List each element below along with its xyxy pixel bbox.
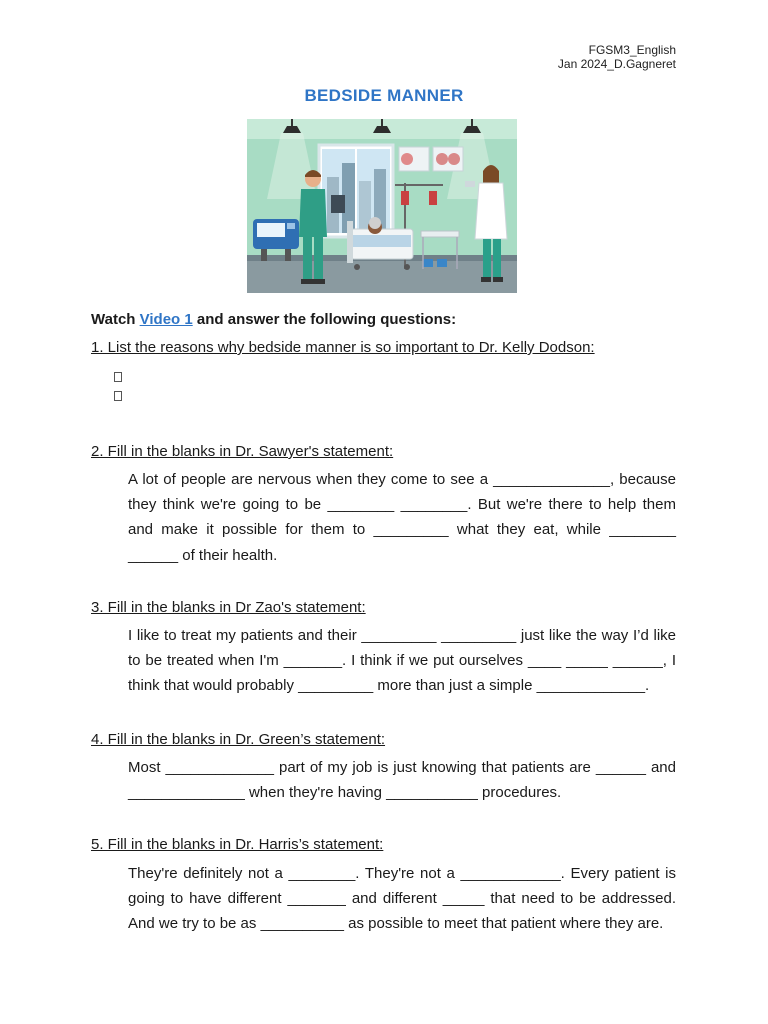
- question-3-statement: I like to treat my patients and their _________ _________ just like the way I’d like to be treated when I'm _______. I think if we put ourselves ____ _____ ______, I think that would probably _________ more than just a simple _____________.: [128, 627, 676, 695]
- question-2-title: 2. Fill in the blanks in Dr. Sawyer's statement:: [91, 443, 394, 460]
- answer-bullet-1: [114, 372, 122, 382]
- question-1-title: 1. List the reasons why bedside manner is so important to Dr. Kelly Dodson:: [91, 339, 595, 356]
- instruction-text-after: and answer the following questions:: [192, 311, 457, 328]
- question-2-statement: A lot of people are nervous when they come to see a ______________, because they think we're going to be ________ ________. But we're there to help them and make it possible for them to _________ what they eat, while ________ ______ of their health.: [128, 471, 676, 564]
- question-4-statement: Most _____________ part of my job is just knowing that patients are ______ and ______________ when they're having ___________ procedures.: [128, 759, 676, 802]
- instruction: [91, 311, 456, 328]
- video-link[interactable]: Video 1: [139, 311, 193, 328]
- date-author: Jan 2024_D.Gagneret: [557, 57, 676, 71]
- document-header: [558, 43, 676, 71]
- question-5-statement: They're definitely not a ________. They're not a ____________. Every patient is going to have different _______ and different _____ that need to be addressed. And we try to be as __________ as possible to meet that patient where they are.: [128, 865, 676, 933]
- answer-bullet-2: [114, 391, 122, 401]
- hospital-room-illustration: [247, 119, 517, 293]
- course-code: FGSM3_English: [588, 43, 676, 57]
- question-5-title: 5. Fill in the blanks in Dr. Harris’s statement:: [91, 836, 384, 853]
- question-3-title: 3. Fill in the blanks in Dr Zao's statement:: [91, 599, 366, 616]
- page-title: BEDSIDE MANNER: [304, 86, 464, 105]
- instruction-text-before: Watch: [91, 311, 140, 328]
- question-4-title: 4. Fill in the blanks in Dr. Green’s statement:: [91, 731, 386, 748]
